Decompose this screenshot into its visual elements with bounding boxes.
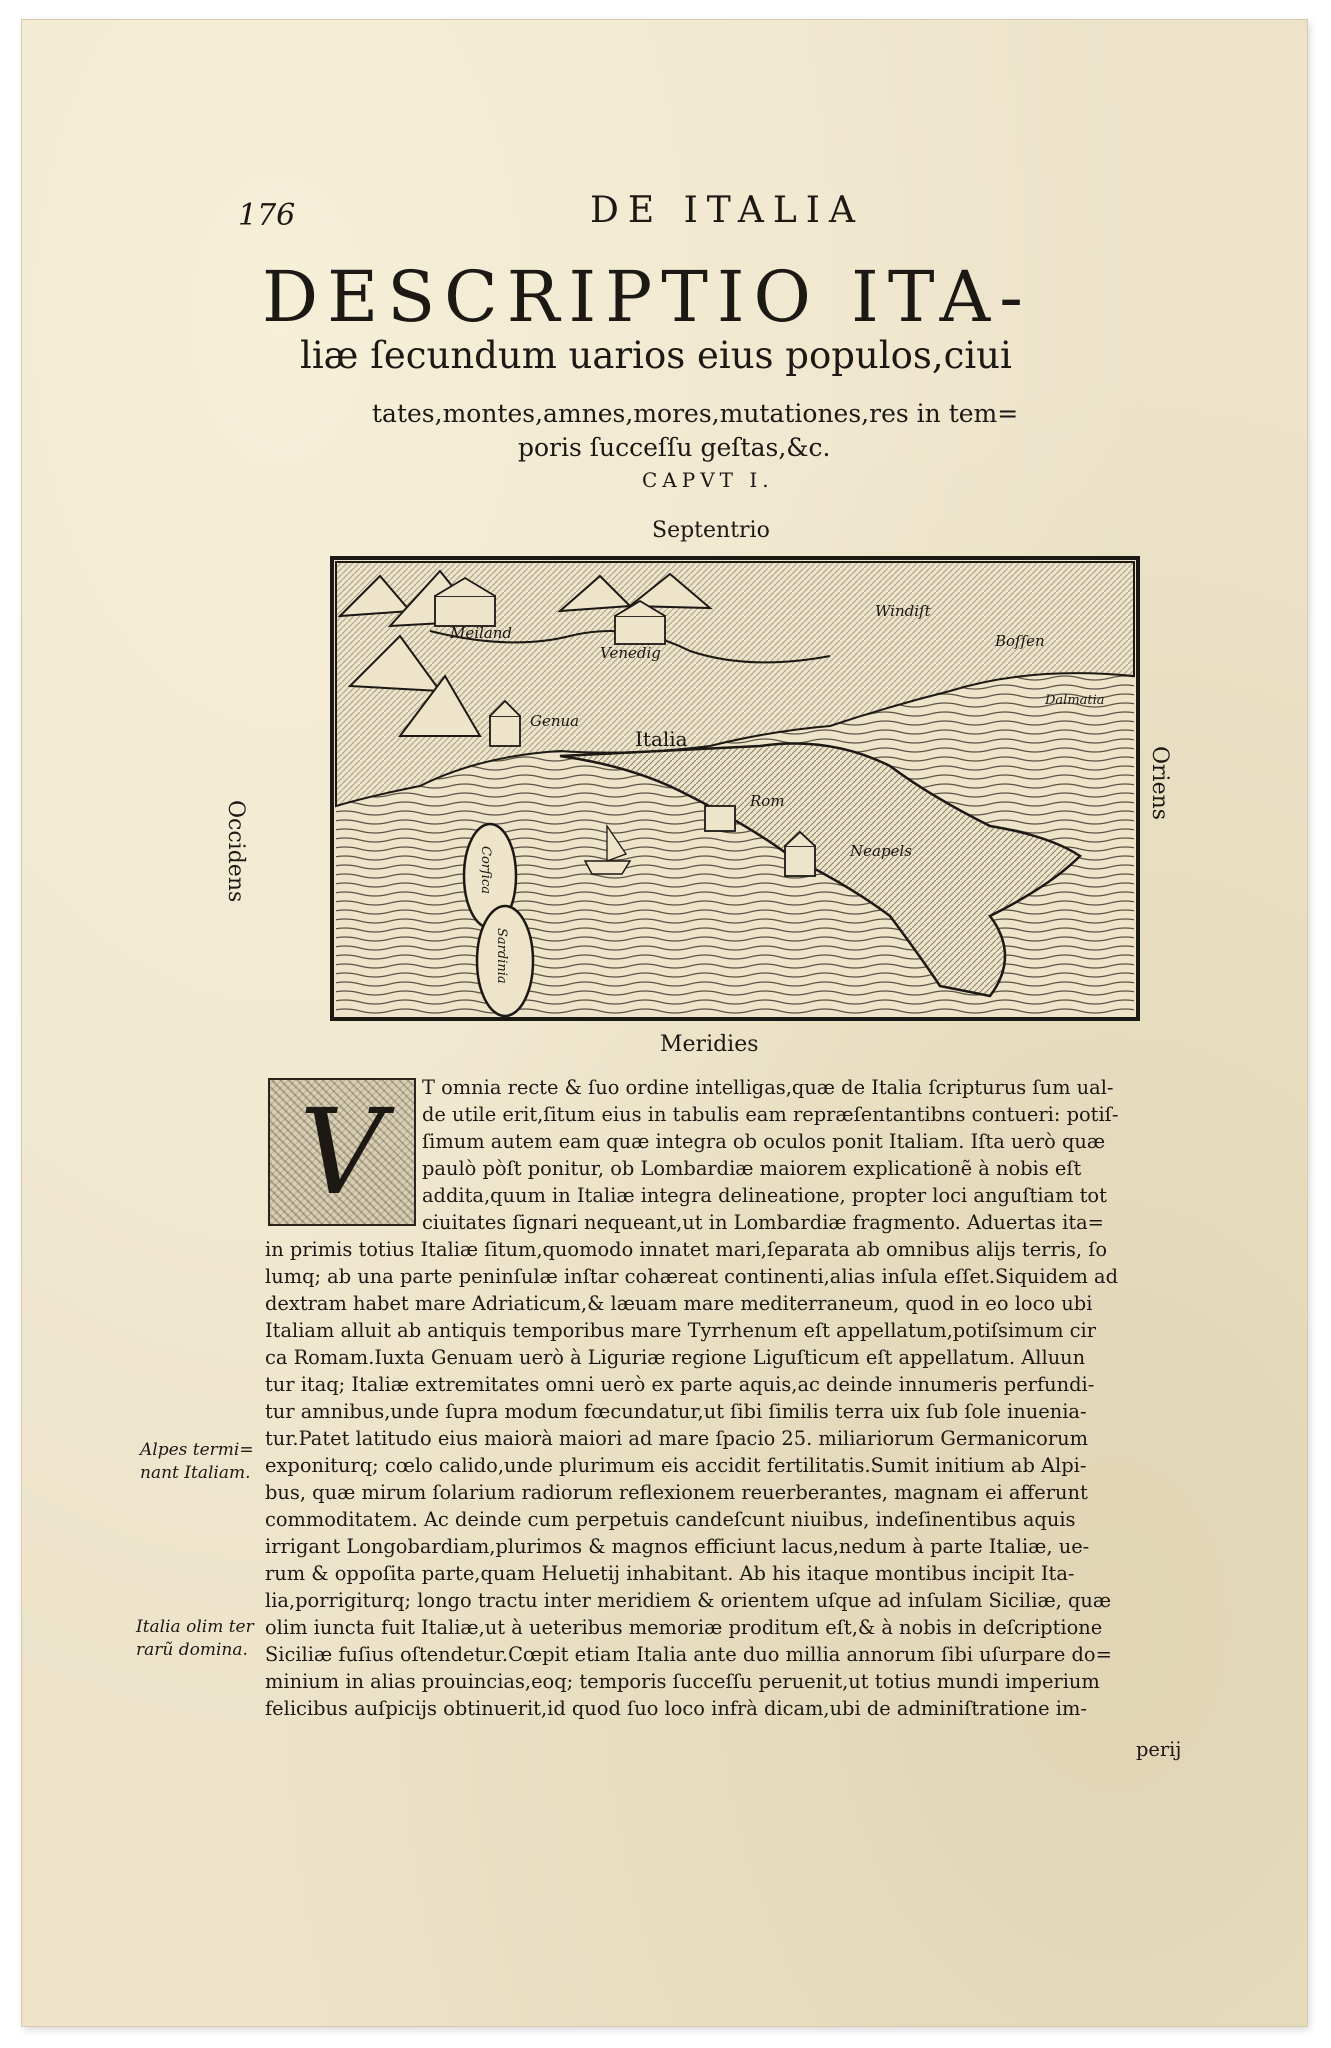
body-line: ciuitates ſignari nequeant,ut in Lombardiæ fragmento. Aduertas ita= (422, 1211, 1104, 1234)
body-line: lumq; ab una parte peninſulæ inſtar cohæreat continenti,alias inſula eſſet.Siquidem ad (265, 1265, 1118, 1288)
body-line: addita,quum in Italiæ integra delineatione, propter loci anguſtiam tot (422, 1184, 1107, 1207)
chapter-label: CAPVT I. (642, 468, 774, 492)
body-line: tur.Patet latitudo eius maiorà maiori ad mare ſpacio 25. miliariorum Germanicorum (265, 1427, 1088, 1450)
title-line-4: poris ſucceſſu geſtas,&c. (518, 433, 831, 462)
body-line: de utile erit,ſitum eius in tabulis eam repræſentantibns contueri: potiſ- (422, 1103, 1119, 1126)
decorated-initial: V (268, 1078, 416, 1226)
margin-note-alpes-2: nant Italiam. (140, 1463, 251, 1483)
body-line: ca Romam.Iuxta Genuam uerò à Liguriæ regione Liguſticum eſt appellatum. Alluun (265, 1346, 1086, 1369)
running-head: DE ITALIA (590, 190, 864, 231)
page-number: 176 (238, 198, 296, 233)
body-line: Italiam alluit ab antiquis temporibus mare Tyrrhenum eſt appellatum,potiſsimum cir (265, 1319, 1096, 1342)
catchword: perij (1136, 1738, 1182, 1761)
map-label-italia: Italia (635, 727, 688, 751)
title-line-1: DESCRIPTIO ITA- (262, 256, 1032, 338)
body-line: felicibus auſpicijs obtinuerit,id quod ſuo loco infrà dicam,ubi de adminiſtratione im- (265, 1697, 1087, 1720)
map-label-rom: Rom (750, 792, 785, 810)
map-direction-east: Oriens (1147, 746, 1172, 821)
map-label-windisch: Windiſt (875, 602, 931, 620)
body-line: ſimum autem eam quæ integra ob oculos ponit Italiam. Iſta uerò quæ (422, 1130, 1106, 1153)
margin-note-alpes-1: Alpes termi= (140, 1440, 254, 1460)
margin-note-italia-1: Italia olim ter (136, 1617, 254, 1637)
body-line: in primis totius Italiæ ſitum,quomodo innatet mari,ſeparata ab omnibus alijs terris, ſo (265, 1238, 1108, 1261)
map-direction-south: Meridies (660, 1032, 759, 1057)
body-line: Siciliæ fuſius oſtendetur.Cœpit etiam Italia ante duo millia annorum ſibi uſurpare do= (265, 1643, 1112, 1666)
body-line: lia,porrigiturq; longo tractu inter meridiem & orientem uſque ad inſulam Siciliæ, quæ (265, 1589, 1112, 1612)
body-line: T omnia recte & ſuo ordine intelligas,quæ de Italia ſcripturus ſum ual- (422, 1076, 1114, 1099)
woodcut-map-italy (330, 556, 1140, 1021)
body-line: paulò pòſt ponitur, ob Lombardiæ maiorem explicationẽ à nobis eſt (422, 1157, 1082, 1180)
map-direction-west: Occidens (223, 800, 248, 903)
body-line: bus, quæ mirum ſolarium radiorum reflexionem reuerberantes, magnam ei afferunt (265, 1481, 1088, 1504)
body-line: dextram habet mare Adriaticum,& læuam mare mediterraneum, quod in eo loco ubi (265, 1292, 1093, 1315)
map-label-sardinia: Sardinia (494, 928, 509, 984)
title-line-3: tates,montes,amnes,mores,mutationes,res in tem= (372, 399, 1019, 428)
body-line: olim iuncta fuit Italiæ,ut à ueteribus memoriæ proditum eſt,& à nobis in deſcriptione (265, 1616, 1103, 1639)
body-line: tur itaq; Italiæ extremitates omni uerò ex parte aquis,ac deinde innumeris perfundi- (265, 1373, 1095, 1396)
map-label-bossen: Boſſen (995, 632, 1045, 650)
body-line: minium in alias prouincias,eoq; temporis ſucceſſu peruenit,ut totius mundi imperium (265, 1670, 1100, 1693)
body-line: exponiturq; cœlo calido,unde plurimum eis accidit fertilitatis.Sumit initium ab Alpi- (265, 1454, 1087, 1477)
map-label-venedig: Venedig (600, 644, 661, 662)
map-label-neapels: Neapels (850, 842, 912, 860)
body-line: tur amnibus,unde ſupra modum fœcundatur,ut ſibi ſimilis terra uix ſub ſole inuenia- (265, 1400, 1087, 1423)
map-label-corsica: Corſica (478, 846, 493, 894)
body-line: commoditatem. Ac deinde cum perpetuis candeſcunt niuibus, indeſinentibus aquis (265, 1508, 1076, 1531)
map-direction-north: Septentrio (652, 518, 770, 543)
body-line: rum & oppoſita parte,quam Heluetij inhabitant. Ab his itaque montibus incipit Ita- (265, 1562, 1075, 1585)
map-label-meiland: Meiland (450, 624, 513, 642)
margin-note-italia-2: rarũ domina. (136, 1640, 248, 1660)
body-line: irrigant Longobardiam,plurimos & magnos efficiunt lacus,nedum à parte Italiæ, ue- (265, 1535, 1090, 1558)
map-label-genua: Genua (530, 712, 580, 730)
map-label-dalmatia: Dalmatia (1045, 693, 1105, 708)
title-line-2: liæ ſecundum uarios eius populos,ciui (300, 334, 1012, 377)
